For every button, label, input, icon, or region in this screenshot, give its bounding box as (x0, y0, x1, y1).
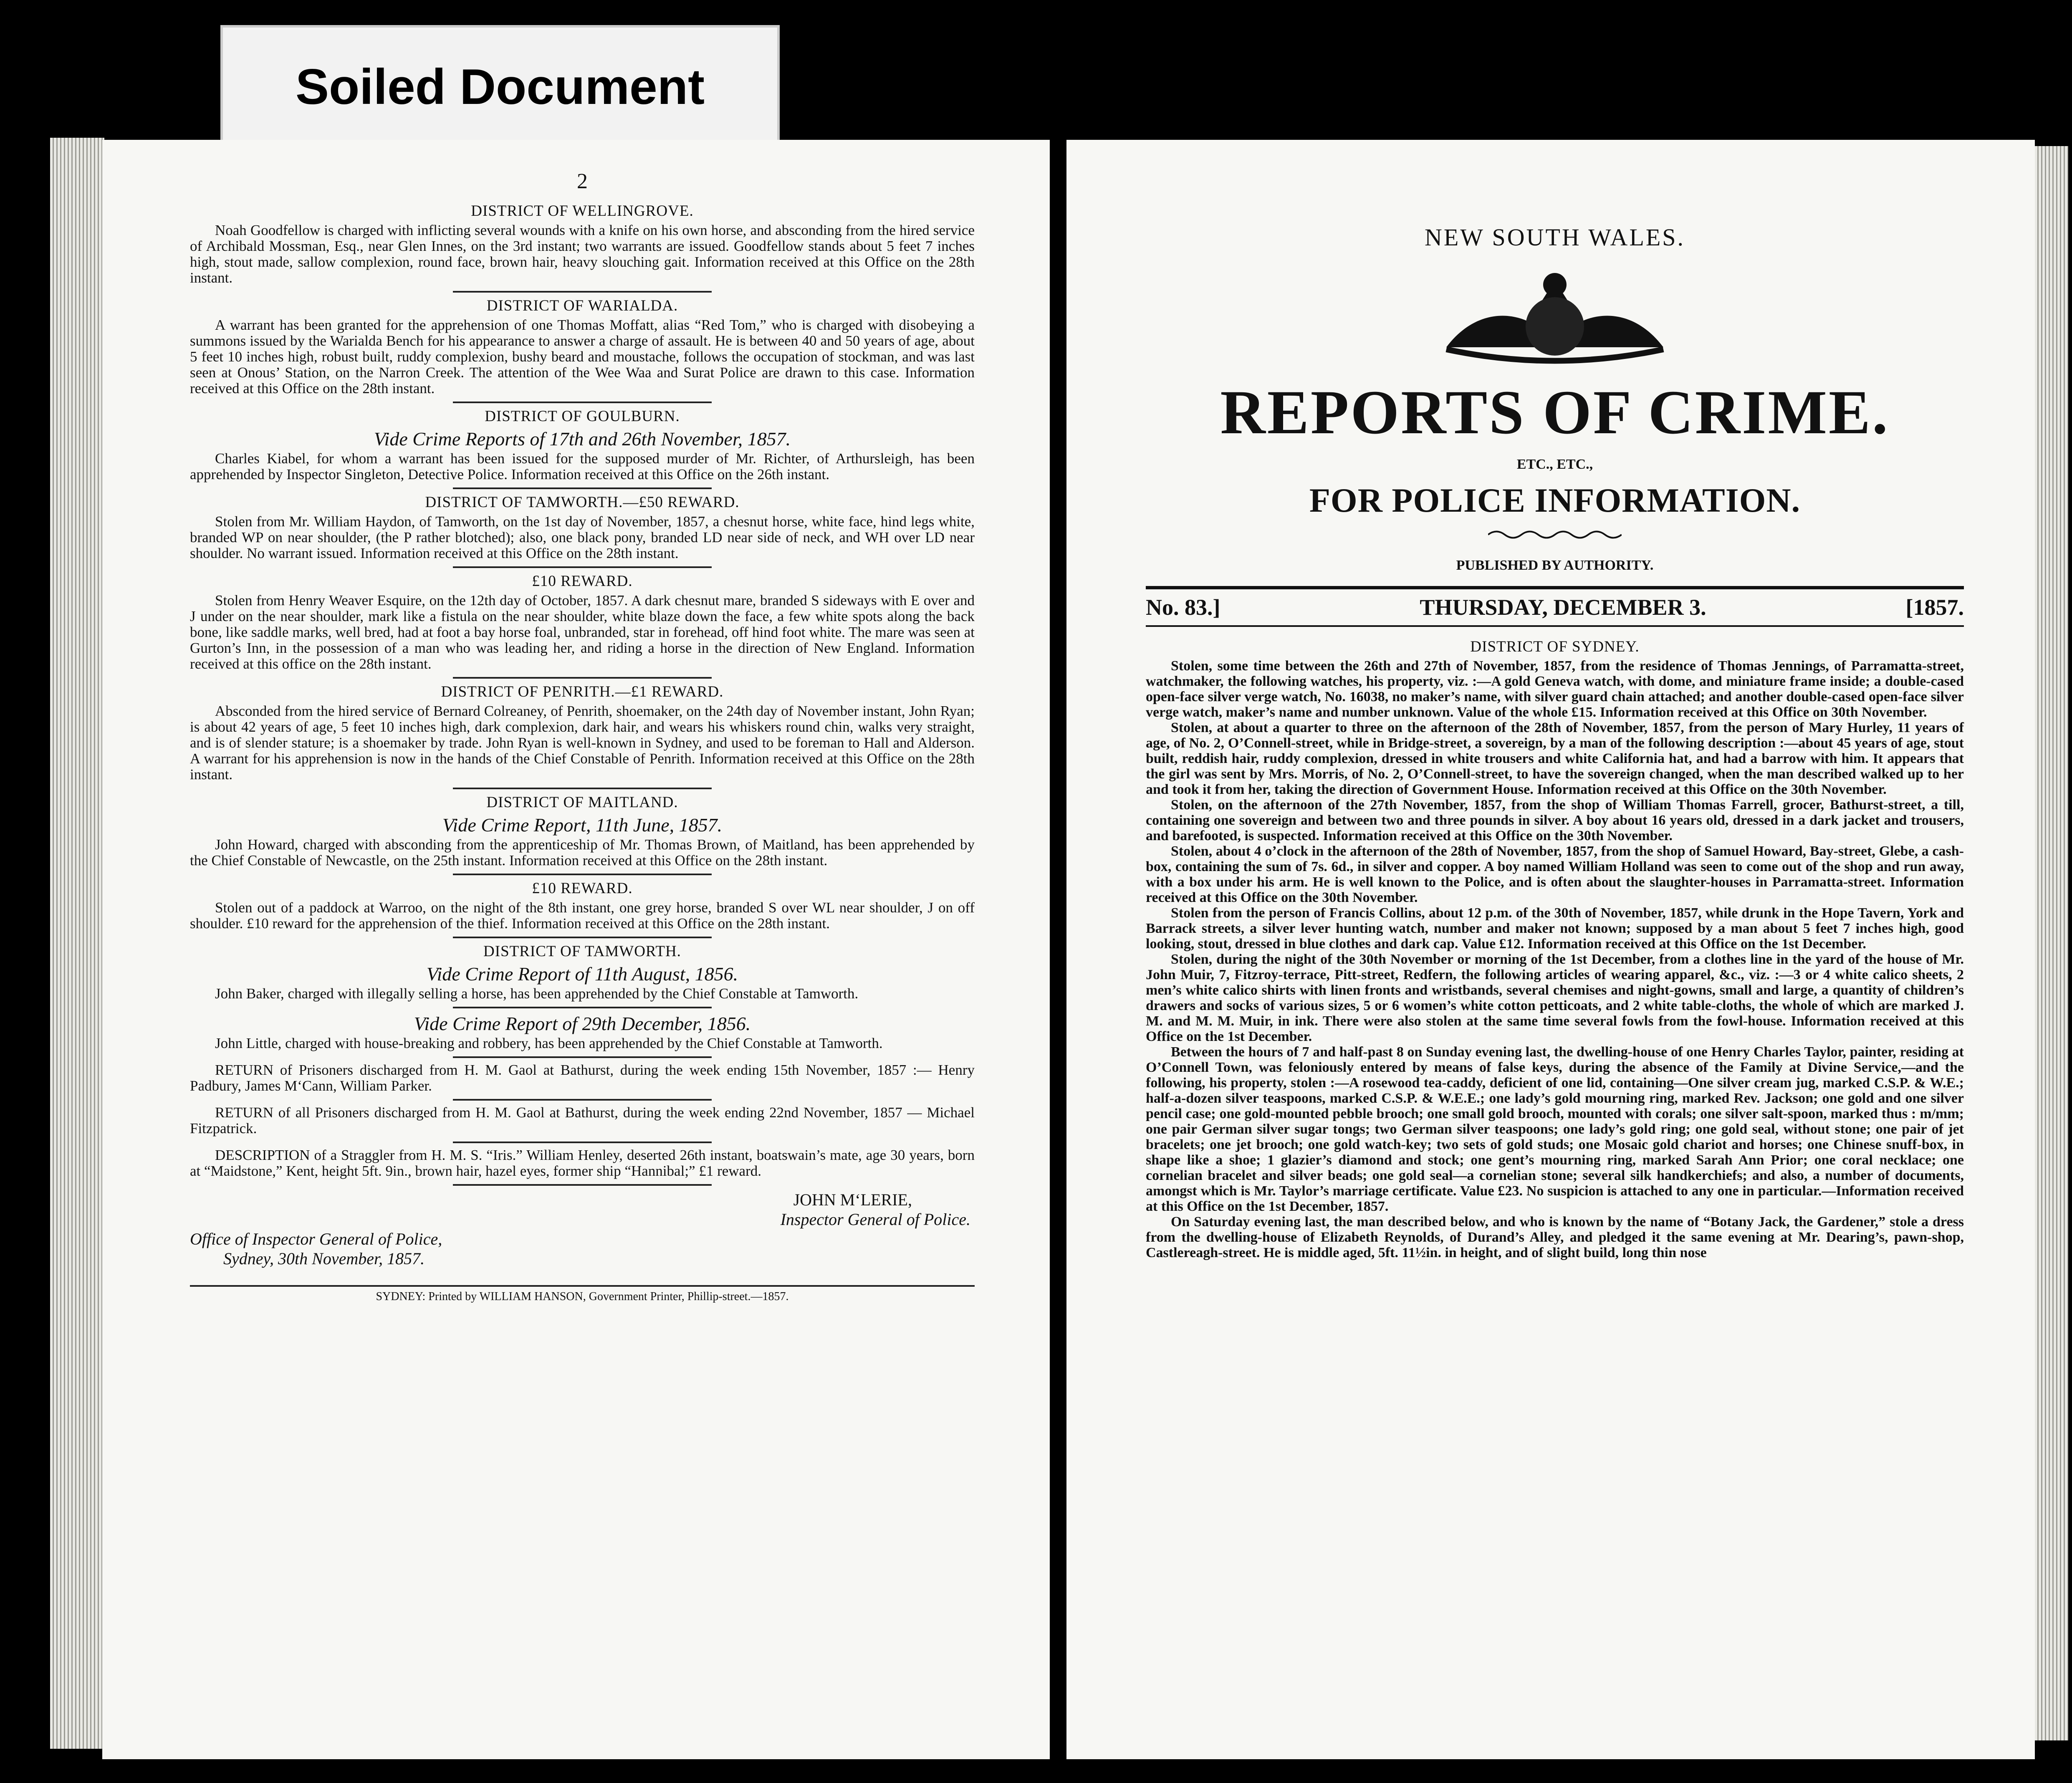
section-text: RETURN of Prisoners discharged from H. M. Gaol at Bathurst, during the week ending 15th November, 1857 :— Henry Padbury, James M‘Cann, William Parker. (190, 1062, 975, 1094)
issue-date: THURSDAY, DECEMBER 3. (1420, 595, 1706, 620)
right-page (1066, 140, 2035, 1759)
report-section (190, 1013, 975, 1051)
report-section (190, 407, 975, 482)
issue-number: No. 83.] (1146, 595, 1220, 620)
section-rule (453, 937, 712, 938)
report-section (190, 879, 975, 932)
section-heading: DISTRICT OF TAMWORTH. (483, 943, 681, 960)
printer-footer: SYDNEY: Printed by WILLIAM HANSON, Government Printer, Phillip-street.—1857. (190, 1285, 975, 1303)
report-paragraph: Between the hours of 7 and half-past 8 on Sunday evening last, the dwelling-house of one Henry Charles Taylor, painter, residing at O’Connell Town, was feloniously entered by means of false keys, during the absence of the Family at Divine Service,—and the following, his property, stolen :—A rosewood tea-caddy, deficient of one lid, containing—One silver cream jug, marked C.S.P. & W.E.; half-a-dozen silver teaspoons, marked C.S.P. & W.E.E.; one lady’s gold mourning ring, marked Rev. Jackson; one gold and one silver pencil case; one gold-mounted pebble brooch; one small gold brooch, mounted with corals; one silver salt-spoon, marked thus : m/mm; one pair German silver sugar tongs; two German silver teaspoons; one lady’s gold ring; one gold seal, without stone; one pair of jet bracelets; one jet brooch; one gold watch-key; two sets of gold studs; one Mosaic gold chariot and horses; one Chinese snuff-box, in shape like a shoe; 1 glazier’s diamond and stock; one gent’s mourning ring, marked Sarah Ann Prior; one coral necklace; one cornelian bracelet and silver beads; one gold seal—a cornelian stone; several silk handkerchiefs; and also, a number of documents, amongst which is Mr. Taylor’s marriage certificate. Value £23. No suspicion is attached to any one in particular.—Information received at this Office on the 1st December, 1857. (1146, 1044, 1964, 1214)
section-rule (453, 1099, 712, 1101)
section-text: Stolen from Henry Weaver Esquire, on the 12th day of October, 1857. A dark chesnut mare, branded S sideways with E over and J under on the near shoulder, mark like a fistula on the near shoulder, white blaze down the face, a few white spots along the back bone, like saddle marks, well bred, had at foot a bay horse foal, unbranded, star in forehead, off hind foot white. The mare was seen at Gurton’s Inn, in the possession of a man who was leading her, and riding a horse in the direction of New England. Information received at this office on the 28th instant. (190, 592, 975, 672)
office-line: Office of Inspector General of Police, (190, 1230, 442, 1248)
vide-reference: Vide Crime Report of 11th August, 1856. (426, 963, 738, 985)
ornamental-rule-icon (1488, 528, 1622, 541)
section-text: John Baker, charged with illegally selling a horse, has been apprehended by the Chief Constable at Tamworth. (215, 985, 859, 1002)
document-subtitle: FOR POLICE INFORMATION. (1309, 481, 1801, 519)
book-page-edges-left (50, 138, 104, 1749)
report-section (190, 493, 975, 561)
published-by-authority: PUBLISHED BY AUTHORITY. (1456, 558, 1654, 573)
report-paragraph: On Saturday evening last, the man described below, and who is known by the name of “Botany Jack, the Gardener,” stole a dress from the dwelling-house of Elizabeth Reynolds, of Durand’s Alley, and pledged it the same evening at Mr. Dearing’s, pawn-shop, Castlereagh-street. He is middle aged, 5ft. 11½in. in height, and of slight build, long thin nose (1146, 1214, 1964, 1260)
issue-year: [1857. (1905, 595, 1964, 620)
section-rule (453, 487, 712, 489)
report-paragraph: Stolen, at about a quarter to three on the afternoon of the 28th of November, 1857, from the person of Mary Hurley, 11 years of age, of No. 2, O’Connell-street, while in Bridge-street, a sovereign, by a man of the following description :—about 45 years of age, stout built, reddish hair, ruddy complexion, dressed in white trousers and white California hat, and had a barrow with him. It appears that the girl was sent by Mrs. Morris, of No. 2, O’Connell-street, to have the sovereign changed, when the man described walked up to her and took it from her, taking the direction of Government House. Information received at this Office on the 30th November. (1146, 720, 1964, 797)
signature-title: Inspector General of Police. (780, 1210, 970, 1229)
book-page-edges-right (2035, 146, 2068, 1740)
section-text: RETURN of all Prisoners discharged from H. M. Gaol at Bathurst, during the week ending 22nd November, 1857 — Michael Fitzpatrick. (190, 1104, 975, 1136)
section-text: Charles Kiabel, for whom a warrant has been issued for the supposed murder of Mr. Richter, of Arthursleigh, has been apprehended by Inspector Singleton, Detective Police. Information received at this Office on the 26th instant. (190, 450, 975, 482)
vide-reference: Vide Crime Reports of 17th and 26th November, 1857. (374, 428, 791, 450)
section-heading: £10 REWARD. (532, 880, 633, 897)
report-paragraph: Stolen, during the night of the 30th November or morning of the 1st December, from a clothes line in the yard of the house of Mr. John Muir, 7, Fitzroy-terrace, Pitt-street, Redfern, the following articles of wearing apparel, &c., viz. :—3 or 4 white calico sheets, 2 men’s white calico shirts with linen fronts and wristbands, several chemises and night-gowns, small and large, a quantity of children’s drawers and socks of various sizes, 5 or 6 women’s white cotton petticoats, and 2 white table-cloths, the whole of which are marked J. M. and M. M. Muir, in ink. There were also stolen at the same time several fowls from the fowl-house. Information received at this Office on the 1st December. (1146, 952, 1964, 1044)
section-text: John Howard, charged with absconding from the apprenticeship of Mr. Thomas Brown, of Maitland, has been apprehended by the Chief Constable of Newcastle, on the 25th instant. Information received at this Office on the 28th instant. (190, 836, 975, 869)
signature-name: JOHN M‘LERIE, (793, 1190, 912, 1209)
report-section (190, 683, 975, 783)
report-section (190, 1147, 975, 1179)
title-etc: ETC., ETC., (1516, 457, 1593, 472)
section-heading: DISTRICT OF PENRITH.—£1 REWARD. (441, 683, 724, 700)
district-heading: DISTRICT OF SYDNEY. (1470, 638, 1640, 655)
section-text: DESCRIPTION of a Straggler from H. M. S. “Iris.” William Henley, deserted 26th instant, boatswain’s mate, age 30 years, born at “Maidstone,” Kent, height 5ft. 9in., brown hair, hazel eyes, former ship “Hannibal;” £1 reward. (190, 1147, 975, 1179)
report-section (190, 202, 975, 286)
soiled-document-label: Soiled Document (220, 25, 780, 148)
report-paragraph: Stolen, some time between the 26th and 27th of November, 1857, from the residence of Thomas Jennings, of Parramatta-street, watchmaker, the following watches, his property, viz. :—A gold Geneva watch, with dome, and miniature frame inside; a double-cased open-face silver verge watch, No. 16038, no maker’s name, with silver guard chain attached; and another double-cased open-face silver verge watch, maker’s name and number unknown. Value of the whole £15. Information received at this Office on 30th November. (1146, 658, 1964, 720)
issue-line (1146, 586, 1964, 627)
section-rule (453, 874, 712, 875)
section-rule (453, 677, 712, 679)
section-text: A warrant has been granted for the apprehension of one Thomas Moffatt, alias “Red Tom,” who is charged with disobeying a summons issued by the Warialda Bench for his appearance to answer a charge of assault. He is between 40 and 50 years of age, about 5 feet 10 inches high, robust built, ruddy complexion, bushy beard and moustache, follows the occupation of stockman, and was last seen at Onous’ Station, on the Narron Creek. The attention of the Wee Waa and Surat Police are drawn to this case. Information received at this Office on the 28th instant. (190, 317, 975, 397)
office-date: Sydney, 30th November, 1857. (223, 1249, 425, 1268)
report-section (190, 942, 975, 1002)
royal-crest-icon (1421, 264, 1688, 364)
section-heading: DISTRICT OF GOULBURN. (485, 408, 680, 425)
section-rule (453, 1142, 712, 1143)
report-section (190, 572, 975, 672)
sydney-section (1146, 638, 1964, 1260)
report-section (190, 1105, 975, 1136)
section-heading: DISTRICT OF TAMWORTH.—£50 REWARD. (425, 494, 740, 511)
document-title: REPORTS OF CRIME. (1220, 378, 1890, 447)
section-rule (453, 1056, 712, 1058)
page-number: 2 (577, 169, 588, 193)
report-section (190, 793, 975, 869)
section-rule (453, 788, 712, 789)
section-rule (453, 566, 712, 568)
vide-reference: Vide Crime Report, 11th June, 1857. (442, 814, 723, 836)
report-paragraph: Stolen from the person of Francis Collins, about 12 p.m. of the 30th of November, 1857, while drunk in the Hope Tavern, York and Barrack streets, a silver lever hunting watch, number and maker not known; supposed by a man about 5 feet 7 inches high, good looking, stout, dressed in blue clothes and dark cap. Value £12. Information received at this Office on the 1st December. (1146, 905, 1964, 952)
report-paragraph: Stolen, on the afternoon of the 27th November, 1857, from the shop of William Thomas Farrell, grocer, Bathurst-street, a till, containing one sovereign and between two and three pounds in silver. A boy about 16 years old, dressed in a dark jacket and trousers, and barefooted, is suspected. Information received at this Office on the 30th November. (1146, 797, 1964, 844)
left-page (102, 140, 1050, 1759)
section-text: John Little, charged with house-breaking and robbery, has been apprehended by the Chief Constable at Tamworth. (215, 1035, 883, 1051)
section-rule (453, 1007, 712, 1008)
section-rule (453, 402, 712, 403)
section-text: Absconded from the hired service of Bernard Colreaney, of Penrith, shoemaker, on the 24th day of November instant, John Ryan; is about 42 years of age, 5 feet 10 inches high, dark complexion, dark hair, and wears his whiskers round chin, walks very straight, and is of slender stature; is a shoemaker by trade. John Ryan is well-known in Sydney, and used to be foreman to Hall and Alderson. A warrant for his apprehension is now in the hands of the Chief Constable of Penrith. Information received at this Office on the 28th instant. (190, 703, 975, 783)
section-heading: DISTRICT OF MAITLAND. (486, 794, 678, 811)
section-heading: DISTRICT OF WELLINGROVE. (471, 202, 694, 220)
section-text: Stolen from Mr. William Haydon, of Tamworth, on the 1st day of November, 1857, a chesnut horse, white face, hind legs white, branded WP on near shoulder, (the P rather blotched); also, one black pony, branded LD near side of neck, and WH over LD near shoulder. No warrant issued. Information received at this Office on the 28th instant. (190, 513, 975, 561)
report-section (190, 1062, 975, 1094)
section-rule (453, 1184, 712, 1186)
left-sections (190, 202, 975, 1186)
section-heading: DISTRICT OF WARIALDA. (486, 297, 678, 314)
sydney-paragraphs (1146, 658, 1964, 1260)
section-rule (453, 291, 712, 293)
report-paragraph: Stolen, about 4 o’clock in the afternoon of the 28th of November, 1857, from the shop of Samuel Howard, Bay-street, Glebe, a cash-box, containing the sum of 7s. 6d., in silver and copper. A boy named William Holland was seen to come out of the shop and run away, with a box under his arm. He is well known to the Police, and is often about the slaughter-houses in Parramatta-street. Information received at this Office on the 30th November. (1146, 844, 1964, 905)
region-heading: NEW SOUTH WALES. (1424, 224, 1685, 251)
section-text: Stolen out of a paddock at Warroo, on the night of the 8th instant, one grey horse, branded S over WL near shoulder, J on off shoulder. £10 reward for the apprehension of the thief. Information received at this Office on the 28th instant. (190, 899, 975, 932)
section-text: Noah Goodfellow is charged with inflicting several wounds with a knife on his own horse, and absconding from the hired service of Archibald Mossman, Esq., near Glen Innes, on the 3rd instant; two warrants are issued. Goodfellow stands about 5 feet 7 inches high, stout made, sallow complexion, round face, brown hair, heavy slouching gait. Information received at this Office on the 28th instant. (190, 222, 975, 286)
vide-reference: Vide Crime Report of 29th December, 1856. (414, 1013, 751, 1034)
section-heading: £10 REWARD. (532, 573, 633, 590)
report-section (190, 297, 975, 397)
